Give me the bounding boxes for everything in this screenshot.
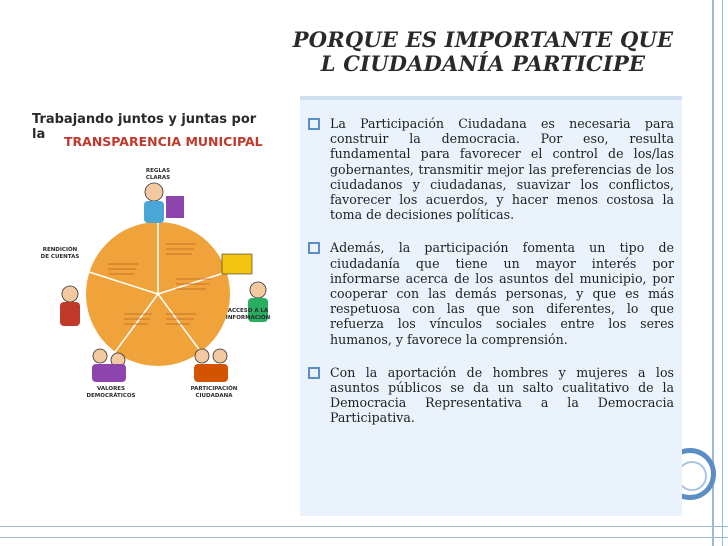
frame-line-right-inner	[722, 0, 723, 546]
infographic-drawing	[26, 104, 276, 424]
frame-line-bottom-upper	[0, 526, 728, 527]
bullet-text: La Participación Ciudadana es necesaria para construir la democracia. Por eso, resulta fundamental para favorecer el control de los/las gobernantes, transmitir mejor las preferencias de los ciudadanos y ciudadanas, suavizar los conflictos, favorecer los acuerdos, y hacer menos costosa la toma de decisiones políticas.	[330, 116, 674, 223]
label-participacion-ciudadana: PARTICIPACIÓN CIUDADANA	[190, 386, 238, 399]
label-acceso-informacion: ACCESO A LA INFORMACIÓN	[225, 308, 271, 321]
bullet-list	[300, 100, 682, 426]
content-panel	[300, 96, 682, 516]
label-valores-democraticos: VALORES DEMOCRÁTICOS	[86, 386, 136, 399]
frame-line-bottom-lower	[0, 537, 728, 538]
list-item	[300, 240, 674, 346]
figure-top	[144, 183, 184, 223]
bullet-text: Además, la participación fomenta un tipo de ciudadanía que tiene un mayor interés por informarse acerca de los asuntos del municipio, por cooperar con las demás personas, y que es más respetuosa con las que son diferentes, lo que refuerza los vínculos sociales entre los seres humanos, y favorece la comprensión.	[330, 240, 674, 347]
square-bullet-icon	[308, 118, 320, 130]
square-bullet-icon	[308, 242, 320, 254]
label-reglas-claras: REGLAS CLARAS	[145, 168, 171, 181]
infographic-subheading: TRANSPARENCIA MUNICIPAL	[64, 134, 263, 149]
figure-bottom-left	[92, 349, 126, 382]
list-item	[300, 116, 674, 222]
infographic-heading: Trabajando juntos y juntas por la	[32, 112, 257, 142]
figure-bottom-right	[194, 349, 228, 382]
bullet-text: Con la aportación de hombres y mujeres a los asuntos públicos se da un salto cualitativo de la Democracia Representativa a la Democracia Participativa.	[330, 364, 674, 426]
slide-title	[272, 28, 694, 76]
slide-title-line-2: L CIUDADANÍA PARTICIPE	[320, 51, 646, 76]
slide-title-line-1: PORQUE ES IMPORTANTE QUE	[292, 27, 674, 52]
square-bullet-icon	[308, 367, 320, 379]
label-rendicion-cuentas: RENDICIÓN DE CUENTAS	[40, 247, 80, 260]
transparency-infographic	[26, 104, 276, 424]
figure-left	[60, 286, 80, 326]
list-item	[300, 365, 674, 426]
